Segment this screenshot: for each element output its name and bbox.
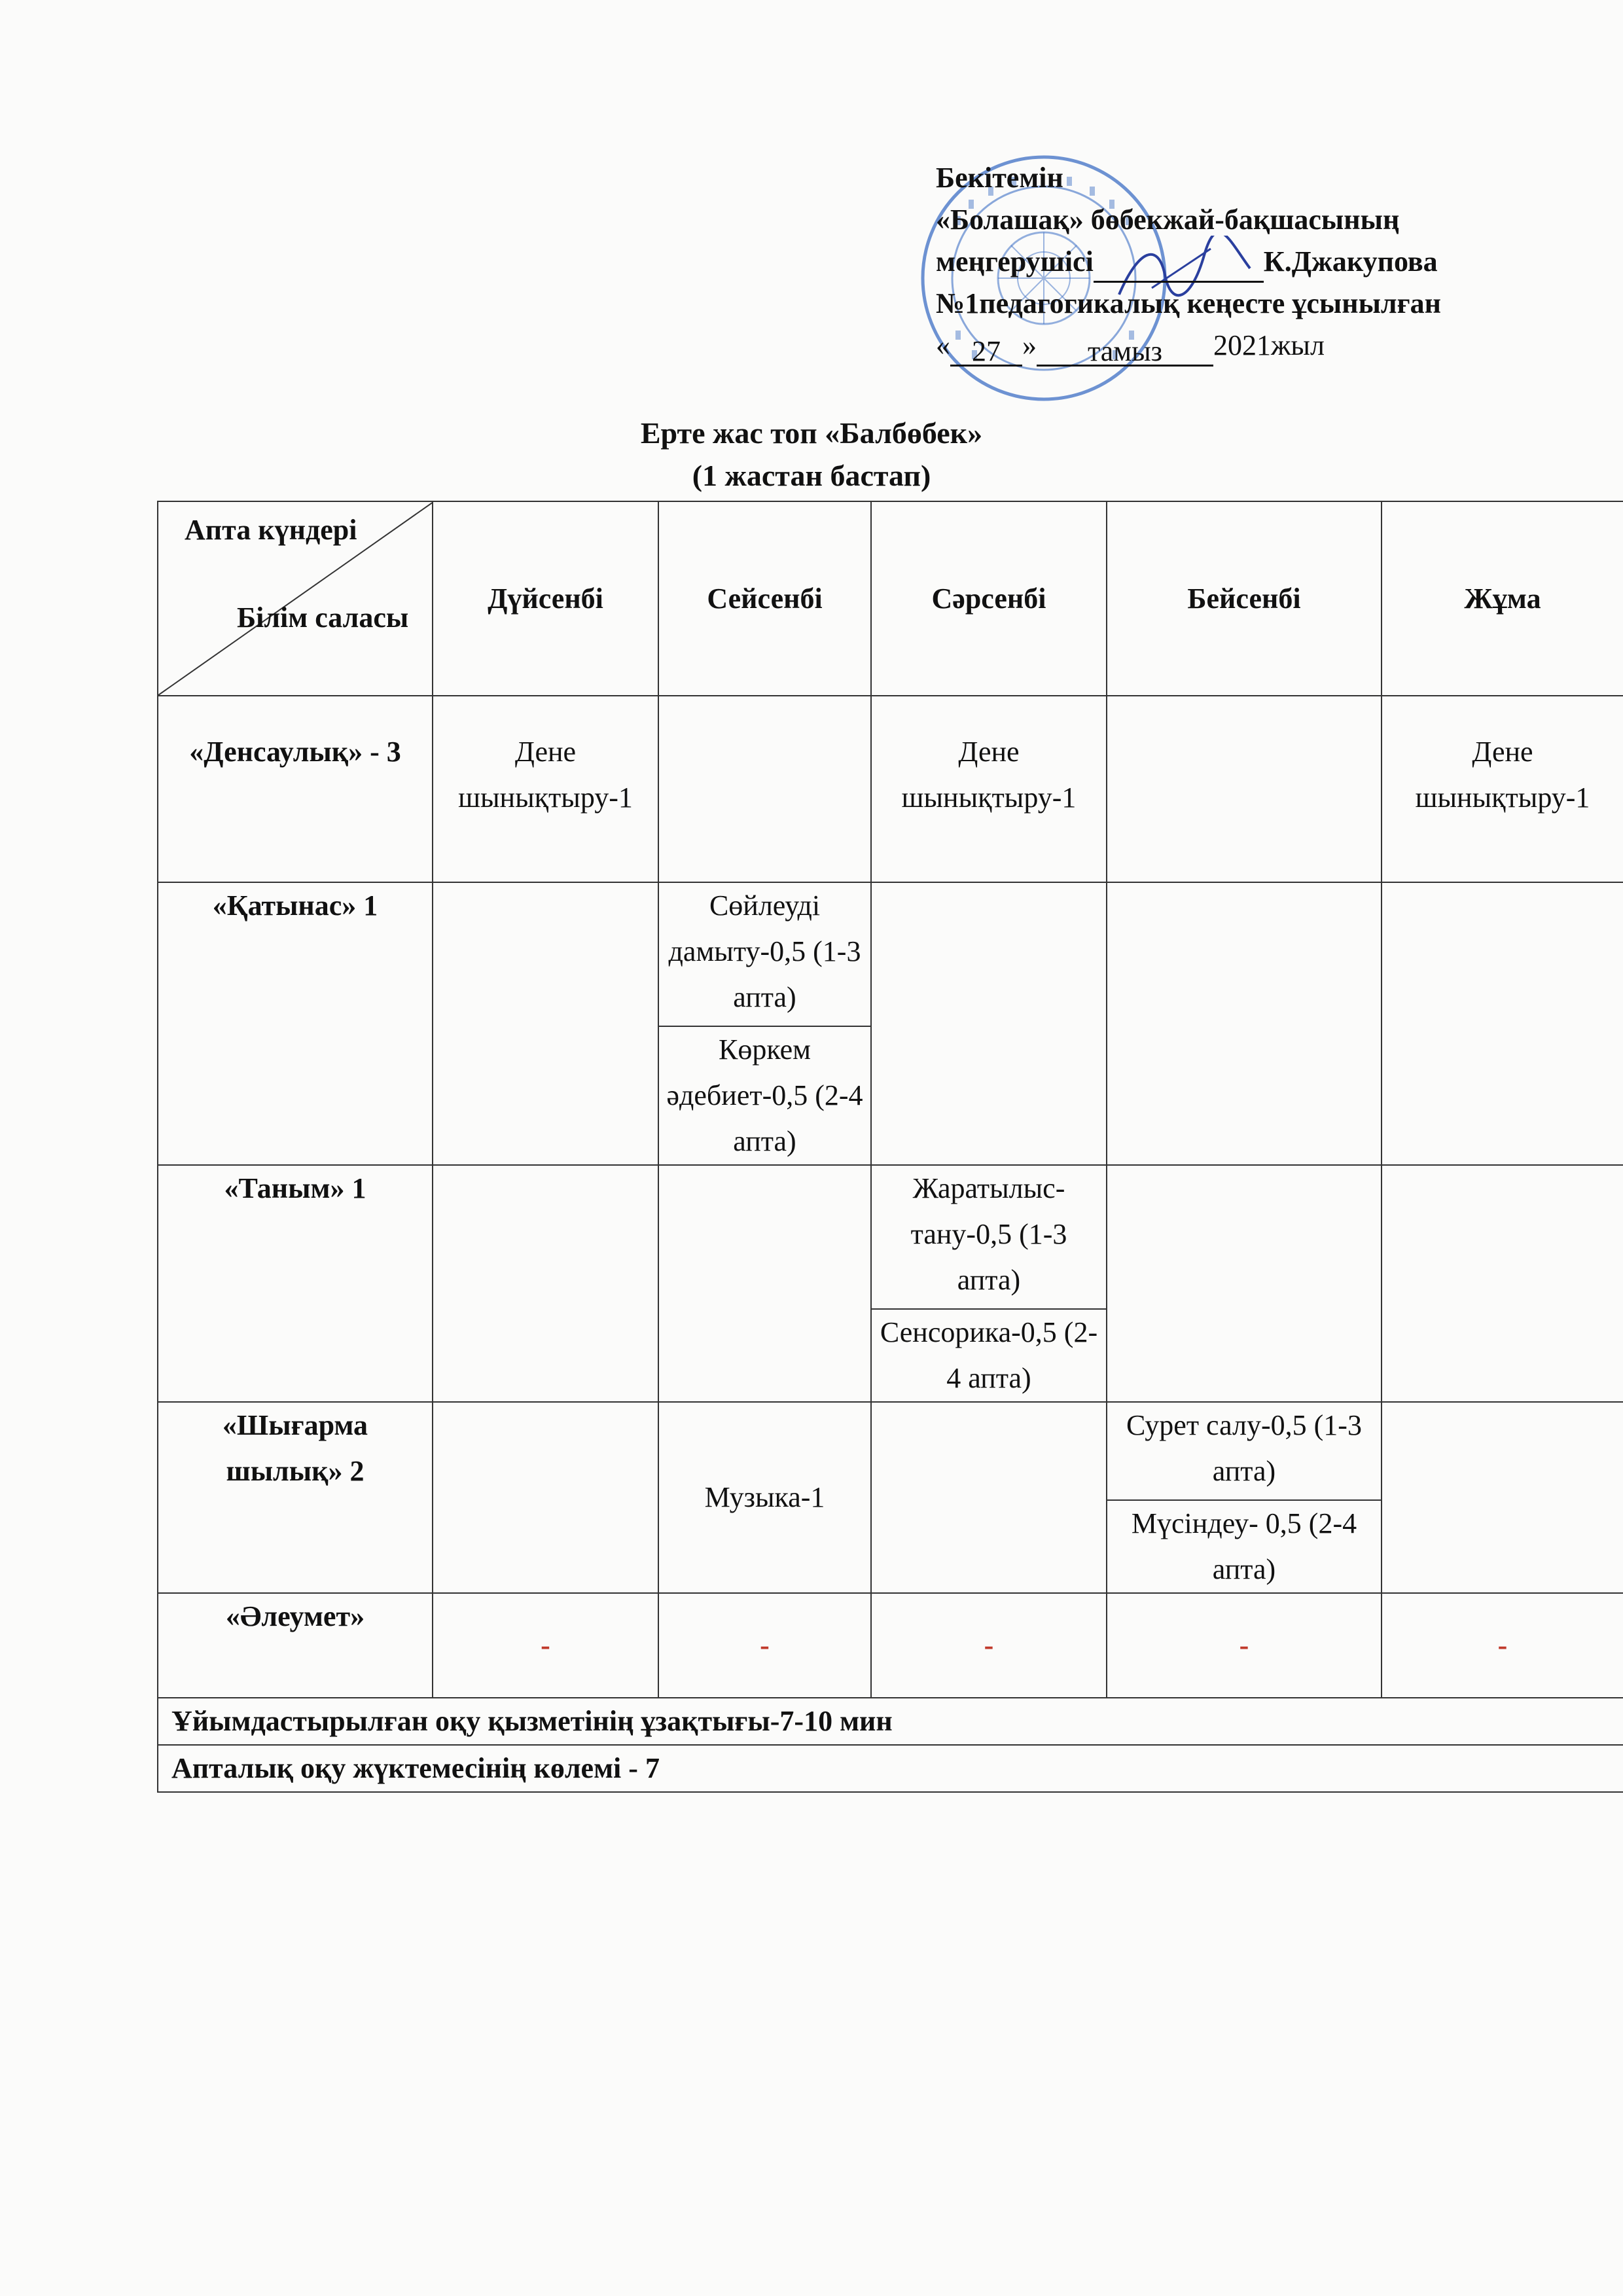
cell-social-tue: - [658, 1593, 871, 1698]
area-communication: «Қатынас» 1 [158, 882, 433, 1165]
date-year: 2021жыл [1213, 329, 1325, 361]
corner-bottom-label: Білім саласы [237, 601, 409, 634]
cell-health-fri: Дене шынықтыру-1 [1382, 696, 1623, 882]
row-health [158, 696, 1623, 882]
cell-cog-wed-b: Сенсорика-0,5 (2-4 апта) [871, 1309, 1107, 1402]
cell-create-fri [1382, 1402, 1623, 1593]
signature-blank [1094, 247, 1264, 283]
approval-block [936, 157, 1441, 367]
cell-health-mon: Дене шынықтыру-1 [433, 696, 658, 882]
day-wednesday: Сәрсенбі [871, 501, 1107, 696]
cell-cog-thu [1107, 1165, 1382, 1402]
row-social [158, 1593, 1623, 1698]
cell-create-thu-b: Мүсіндеу- 0,5 (2-4 апта) [1107, 1500, 1382, 1593]
area-creativity: «Шығарма шылық» 2 [158, 1402, 433, 1593]
cell-comm-thu [1107, 882, 1382, 1165]
approval-line4: №1педагогикалық кеңесте ұсынылған [936, 287, 1441, 319]
cell-comm-wed [871, 882, 1107, 1165]
cell-cog-mon [433, 1165, 658, 1402]
date-day: 27 [950, 331, 1022, 367]
day-friday: Жұма [1382, 501, 1623, 696]
cell-health-wed: Дене шынықтыру-1 [871, 696, 1107, 882]
cell-cog-wed-a: Жаратылыс-тану-0,5 (1-3 апта) [871, 1165, 1107, 1309]
header-row [158, 501, 1623, 696]
approval-line1: Бекітемін [936, 162, 1063, 194]
cell-comm-fri [1382, 882, 1623, 1165]
day-monday: Дүйсенбі [433, 501, 658, 696]
cell-social-thu: - [1107, 1593, 1382, 1698]
approval-date [936, 325, 1441, 367]
document-title: Ерте жас топ «Балбөбек» [640, 416, 983, 450]
footer-duration: Ұйымдастырылған оқу қызметінің ұзақтығы-7-10 мин [158, 1698, 1623, 1745]
approval-manager-label: меңгерушісі [936, 245, 1094, 278]
approval-line2: «Болашақ» бөбекжай-бақшасының [936, 204, 1400, 236]
corner-top-label: Апта күндері [185, 514, 357, 546]
cell-create-wed [871, 1402, 1107, 1593]
row-cognition [158, 1165, 1623, 1309]
date-month: тамыз [1037, 331, 1213, 367]
cell-social-fri: - [1382, 1593, 1623, 1698]
cell-health-thu [1107, 696, 1382, 882]
area-cognition: «Таным» 1 [158, 1165, 433, 1402]
cell-social-mon: - [433, 1593, 658, 1698]
cell-health-tue [658, 696, 871, 882]
corner-header [158, 501, 433, 696]
cell-social-wed: - [871, 1593, 1107, 1698]
cell-create-thu-a: Сурет салу-0,5 (1-3 апта) [1107, 1402, 1382, 1500]
cell-comm-tue-b: Көркем әдебиет-0,5 (2-4 апта) [658, 1026, 871, 1165]
approval-line3 [936, 241, 1441, 283]
cell-create-tue: Музыка-1 [658, 1402, 871, 1593]
footer-volume: Апталық оқу жүктемесінің көлемі - 7 [158, 1745, 1623, 1792]
row-communication [158, 882, 1623, 1026]
cell-create-mon [433, 1402, 658, 1593]
footer-row-duration [158, 1698, 1623, 1745]
cell-cog-tue [658, 1165, 871, 1402]
document-subtitle: (1 жастан бастап) [692, 459, 931, 492]
cell-comm-tue-a: Сөйлеуді дамыту-0,5 (1-3 апта) [658, 882, 871, 1026]
day-thursday: Бейсенбі [1107, 501, 1382, 696]
row-creativity [158, 1402, 1623, 1500]
footer-row-volume [158, 1745, 1623, 1792]
approval-manager-name: К.Джакупова [1263, 245, 1438, 278]
area-health: «Денсаулық» - 3 [158, 696, 433, 882]
date-close-quote: » [1022, 329, 1037, 361]
day-tuesday: Сейсенбі [658, 501, 871, 696]
date-open-quote: « [936, 329, 950, 361]
cell-comm-mon [433, 882, 658, 1165]
area-social: «Әлеумет» [158, 1593, 433, 1698]
schedule-table [157, 501, 1623, 1793]
cell-cog-fri [1382, 1165, 1623, 1402]
